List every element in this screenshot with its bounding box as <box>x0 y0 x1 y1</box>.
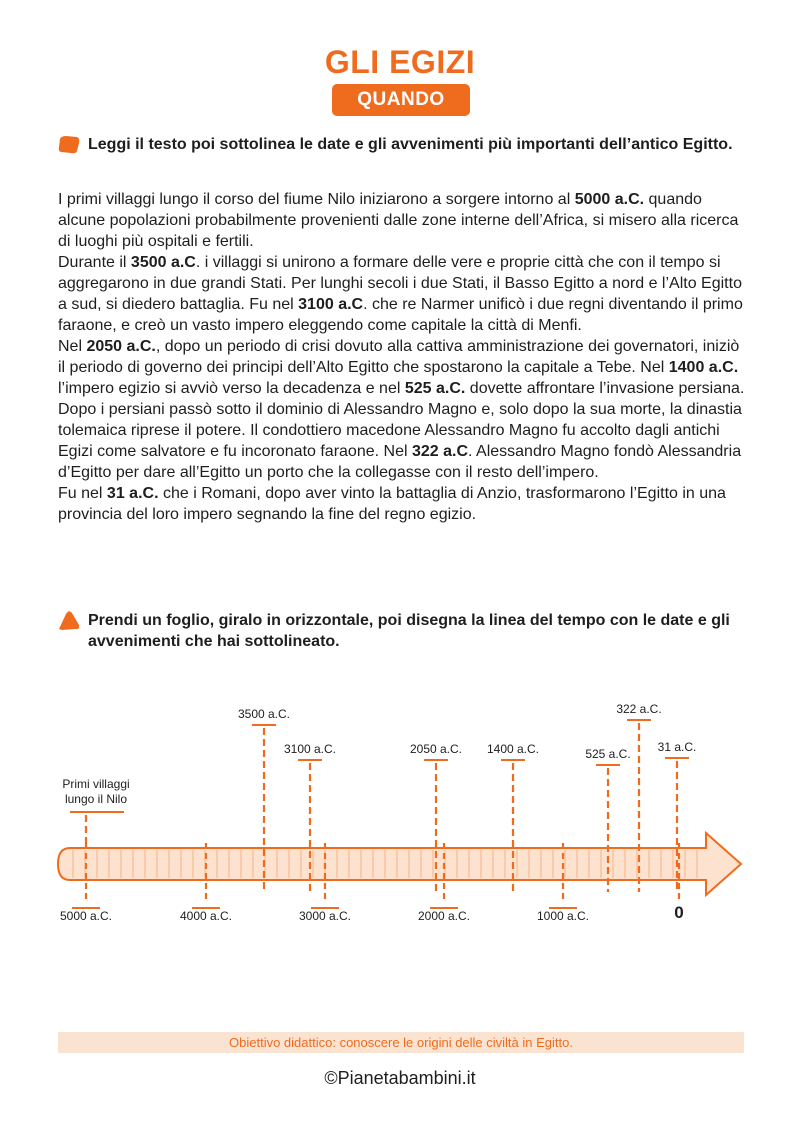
text-run: . i villaggi si unirono a formare delle vere e proprie città che con il tempo si aggregarono in due grandi Stati. Per lunghi secoli i due Stati, il Basso Egitto a nord e l’Alto Egitto a sud, si diedero battaglia. Fu nel <box>58 254 742 313</box>
event-label: 3100 a.C. <box>283 742 337 756</box>
axis-label: 0 <box>674 903 684 922</box>
timeline <box>0 680 800 940</box>
axis-label: 5000 a.C. <box>59 909 113 923</box>
text-run: Nel <box>58 338 87 355</box>
event-label: 322 a.C. <box>616 702 662 716</box>
highlighted-date: 3100 a.C <box>298 296 364 313</box>
instruction-marker-icon <box>57 135 81 155</box>
instruction-marker-icon <box>57 608 81 632</box>
instruction-read: Leggi il testo poi sottolinea le date e gli avvenimenti più importanti dell’antico Egitto. <box>88 136 733 153</box>
text-run: . che re Narmer unificò i due regni diventando il primo faraone, e creò un vasto impero eleggendo come capitale la città di Menfi. <box>58 296 743 334</box>
event-label-line2: lungo il Nilo <box>64 792 128 806</box>
highlighted-date: 525 a.C. <box>404 380 466 397</box>
axis-label: 1000 a.C. <box>536 909 590 923</box>
paragraph-cities <box>58 252 748 336</box>
paragraph-romans <box>58 483 748 525</box>
paragraph-decline <box>58 336 748 483</box>
axis-label: 2000 a.C. <box>417 909 471 923</box>
text-run: . Alessandro Magno fondò Alessandria d’Egitto per dare all’Egitto un porto che la collegasse con il resto dell’impero. <box>58 443 742 481</box>
section-badge: QUANDO <box>332 84 470 116</box>
event-label: 2050 a.C. <box>409 742 463 756</box>
text-run: dovette affrontare l’invasione persiana. Dopo i persiani passò sotto il dominio di Alessandro Magno e, solo dopo la sua morte, la dinastia tolemaica riprese il potere. Il condottiero macedone Alessandro Magno fu accolto dagli antichi Egizi come salvatore e fu incoronato faraone. Nel <box>58 380 745 460</box>
highlighted-date: 5000 a.C. <box>574 191 645 208</box>
axis-label: 3000 a.C. <box>298 909 352 923</box>
highlighted-date: 3500 a.C <box>130 254 196 271</box>
instruction-draw: Prendi un foglio, giralo in orizzontale, poi disegna la linea del tempo con le date e gli avvenimenti che hai sottolineato. <box>88 612 730 650</box>
text-run: Durante il <box>58 254 131 271</box>
text-run: I primi villaggi lungo il corso del fiume Nilo iniziarono a sorgere intorno al <box>58 191 575 208</box>
highlighted-date: 1400 a.C. <box>668 359 739 376</box>
event-label-line1: Primi villaggi <box>62 777 130 791</box>
copyright: ©Pianetabambini.it <box>324 1068 476 1088</box>
paragraph-villages <box>58 189 748 252</box>
axis-label: 4000 a.C. <box>179 909 233 923</box>
highlighted-date: 31 a.C. <box>106 485 159 502</box>
highlighted-date: 2050 a.C. <box>86 338 156 355</box>
text-run: l’impero egizio si avviò verso la decadenza e nel <box>58 380 405 397</box>
event-label: 3500 a.C. <box>237 707 291 721</box>
page-title: GLI EGIZI <box>324 44 476 80</box>
text-run: che i Romani, dopo aver vinto la battaglia di Anzio, trasformarono l’Egitto in una provincia del loro impero segnando la fine del regno egizio. <box>58 485 726 523</box>
text-run: , dopo un periodo di crisi dovuto alla cattiva amministrazione dei governatori, iniziò il periodo di governo dei principi dell’Alto Egitto che spostarono la capitale a Tebe. Nel <box>58 338 740 376</box>
text-run: quando alcune popolazioni probabilmente provenienti dalle zone interne dell’Africa, si misero alla ricerca di luoghi più ospitali e fertili. <box>58 191 739 250</box>
text-run: Fu nel <box>58 485 107 502</box>
event-label: 1400 a.C. <box>486 742 540 756</box>
event-label: 31 a.C. <box>657 740 697 754</box>
learning-objective: Obiettivo didattico: conoscere le origini delle civiltà in Egitto. <box>58 1032 744 1053</box>
timeline-arrow <box>58 833 741 895</box>
body-text <box>58 189 748 525</box>
highlighted-date: 322 a.C <box>411 443 469 460</box>
event-label: 525 a.C. <box>585 747 631 761</box>
